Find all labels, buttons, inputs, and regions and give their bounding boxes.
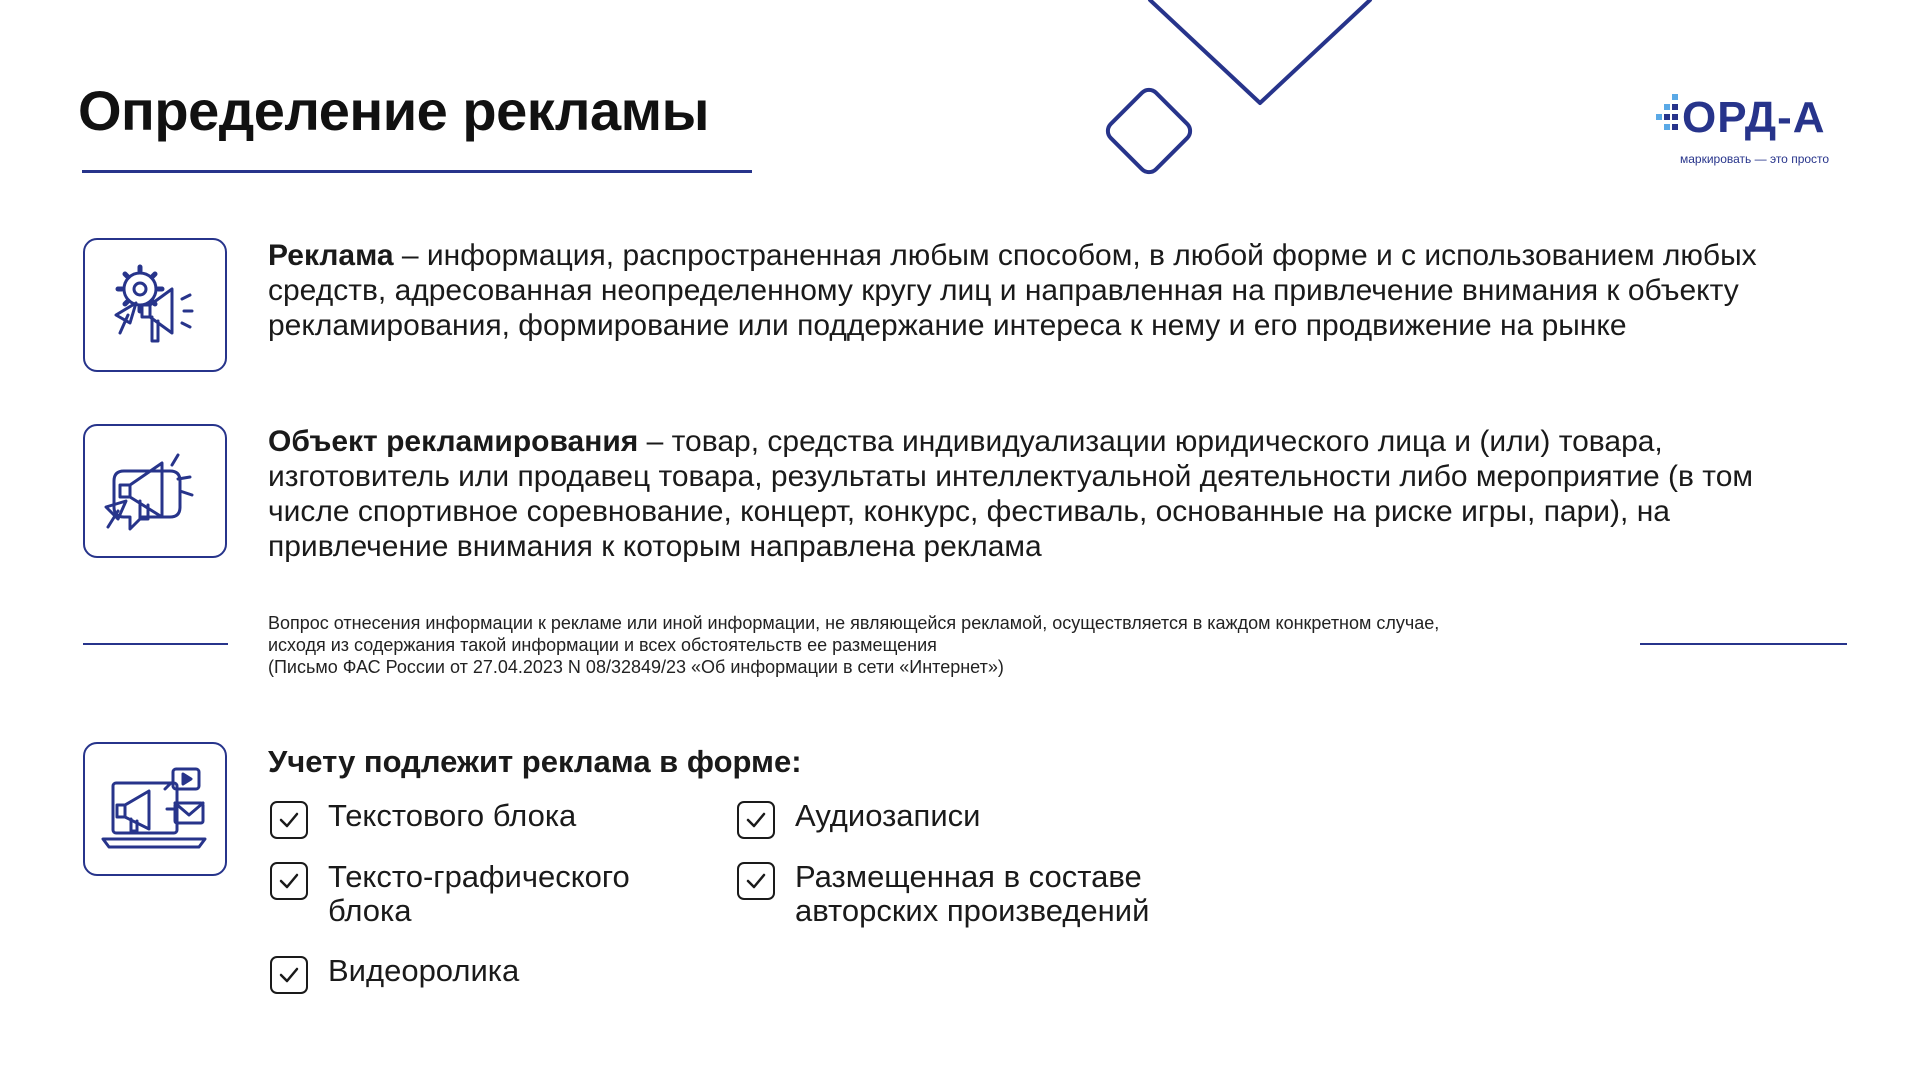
page-title: Определение рекламы: [78, 79, 709, 142]
checkbox-checked: [737, 862, 775, 900]
decorative-diamonds: [1090, 0, 1420, 185]
definition-text: товар, средства индивидуализации юридического лица и (или) товара, изготовитель или продавец товара, результаты интеллектуальной деятельности либо мероприятие (в том числе спортивное соревнование, концерт, конкурс, фестиваль, основанные на риске игры, пари), на привлечение внимания к которым направлена реклама: [268, 425, 1753, 563]
logo-bars-icon: [1654, 94, 1684, 139]
note-line: Вопрос отнесения информации к рекламе или иной информации, не являющейся рекламой, осуществляется в каждом конкретном случае,: [268, 613, 1440, 633]
definition-advertising: [268, 238, 1828, 343]
laptop-media-icon: [97, 759, 213, 859]
list-item: [270, 860, 690, 928]
forms-icon-box: [83, 742, 227, 876]
list-item: [270, 954, 690, 994]
check-icon: [745, 872, 767, 890]
definition-icon-box: [83, 238, 227, 372]
note-line: (Письмо ФАС России от 27.04.2023 N 08/32849/23 «Об информации в сети «Интернет»): [268, 657, 1004, 677]
list-item-label: Аудиозаписи: [795, 798, 981, 833]
definition-text: информация, распространенная любым способом, в любой форме и с использованием любых средств, адресованная неопределенному кругу лиц и направленная на привлечение внимания к объекту рекламирования, формирование или поддержание интереса к нему и его продвижение на рынке: [268, 239, 1757, 342]
logo-text: ОРД-А: [1682, 93, 1826, 142]
checkbox-checked: [270, 862, 308, 900]
check-icon: [278, 811, 300, 829]
definition-term: Объект рекламирования: [268, 425, 639, 458]
list-item-label: Размещенная в составе авторских произведений: [795, 859, 1150, 928]
checkbox-checked: [737, 801, 775, 839]
title-underline: [82, 170, 752, 173]
fas-note: [268, 612, 1638, 678]
list-item-label: Тексто-графического блока: [328, 859, 630, 928]
gear-megaphone-icon: [100, 255, 210, 355]
logo-tagline: маркировать — это просто: [1680, 152, 1830, 166]
definition-advertising-object: [268, 424, 1828, 564]
definition-term: Реклама: [268, 239, 394, 272]
note-line: исходя из содержания такой информации и всех обстоятельств ее размещения: [268, 635, 937, 655]
list-item: [737, 860, 1217, 928]
note-rule-left: [83, 643, 228, 645]
definition-separator: –: [638, 425, 672, 458]
forms-heading: Учету подлежит реклама в форме:: [268, 744, 802, 779]
definition-separator: –: [393, 239, 427, 272]
megaphone-cursor-icon: [100, 441, 210, 541]
logo: [1660, 90, 1860, 170]
checkbox-checked: [270, 956, 308, 994]
check-icon: [278, 872, 300, 890]
list-item: [270, 799, 710, 839]
note-rule-right: [1640, 643, 1847, 645]
list-item: [737, 799, 1257, 839]
definition-icon-box: [83, 424, 227, 558]
checkbox-checked: [270, 801, 308, 839]
check-icon: [745, 811, 767, 829]
list-item-label: Текстового блока: [328, 798, 577, 833]
list-item-label: Видеоролика: [328, 953, 520, 988]
check-icon: [278, 966, 300, 984]
